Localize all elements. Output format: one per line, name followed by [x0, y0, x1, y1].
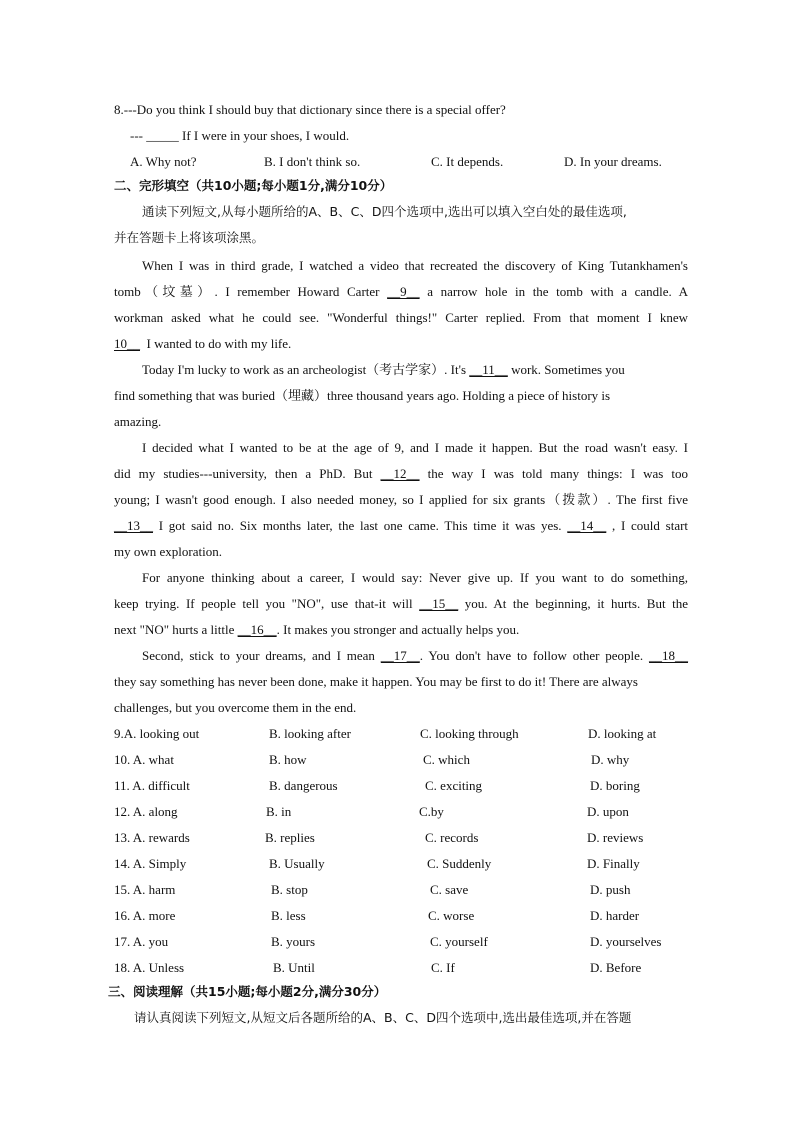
choice-11-d: D. boring [590, 778, 640, 793]
passage-p5-line1: Second, stick to your dreams, and I mean __17__. You don't have to follow other people. __18__ [142, 648, 689, 663]
passage-p2-line1: Today I'm lucky to work as an archeologist（考古学家）. It's __11__ work. Sometimes you [142, 362, 625, 377]
q8-option-d: D. In your dreams. [564, 154, 662, 169]
blank-15: __15__ [419, 596, 459, 611]
choice-10-b: B. how [269, 752, 307, 767]
passage-p3-line4: __13__ I got said no. Six months later, the last one came. This time it was yes. __14__ , I could start [114, 518, 689, 533]
blank-18: __18__ [649, 648, 689, 663]
choice-10-c: C. which [423, 752, 470, 767]
passage-p1-line2: tomb（坟墓）. I remember Howard Carter __9__ a narrow hole in the tomb with a candle. A [114, 284, 689, 299]
choice-11-b: B. dangerous [269, 778, 338, 793]
choice-17-d: D. yourselves [590, 934, 662, 949]
choice-16-c: C. worse [428, 908, 475, 923]
choice-9-c: C. looking through [420, 726, 519, 741]
passage-p1-line4: 10__ I wanted to do with my life. [114, 336, 292, 351]
passage-p2-line2: find something that was buried（埋藏）three thousand years ago. Holding a piece of history is [114, 388, 611, 403]
choice-11-a: 11. A. difficult [114, 778, 190, 793]
choice-12-c: C.by [419, 804, 444, 819]
choice-14-d: D. Finally [587, 856, 640, 871]
choice-14-b: B. Usually [269, 856, 325, 871]
choice-10-a: 10. A. what [114, 752, 174, 767]
choice-15-b: B. stop [271, 882, 308, 897]
passage-p1-line3: workman asked what he could see. "Wonderful things!" Carter replied. From that moment I knew [114, 310, 688, 325]
q8-option-c: C. It depends. [431, 154, 504, 169]
passage-p3-line1: I decided what I wanted to be at the age of 9, and I made it happen. But the road wasn't easy. I [142, 440, 688, 455]
choice-13-b: B. replies [265, 830, 315, 845]
choice-16-b: B. less [271, 908, 306, 923]
choice-18-a: 18. A. Unless [114, 960, 185, 975]
section2-heading: 二、完形填空（共10小题;每小题1分,满分10分） [114, 178, 393, 193]
passage-p4-line2: keep trying. If people tell you "NO", use that-it will __15__ you. At the beginning, it hurts. But the [114, 596, 689, 611]
choice-18-d: D. Before [590, 960, 642, 975]
choice-10-d: D. why [591, 752, 630, 767]
q8-option-a: A. Why not? [130, 154, 197, 169]
choice-14-a: 14. A. Simply [114, 856, 187, 871]
blank-12: __12__ [380, 466, 420, 481]
blank-13: __13__ [114, 518, 153, 533]
choice-15-a: 15. A. harm [114, 882, 176, 897]
blank-16: __16__ [237, 622, 277, 637]
choice-16-d: D. harder [590, 908, 640, 923]
blank-14: __14__ [567, 518, 607, 533]
blank-17: __17__ [380, 648, 420, 663]
blank-11: __11__ [469, 362, 508, 377]
passage-p1-line1: When I was in third grade, I watched a video that recreated the discovery of King Tutankhamen's [142, 258, 688, 273]
section3-heading: 三、阅读理解（共15小题;每小题2分,满分30分） [108, 984, 387, 999]
choice-17-b: B. yours [271, 934, 316, 949]
section2-instruction-line1: 通读下列短文,从每小题所给的A、B、C、D四个选项中,选出可以填入空白处的最佳选项, [142, 204, 627, 219]
choice-17-c: C. yourself [430, 934, 488, 949]
choice-15-c: C. save [430, 882, 469, 897]
choice-12-a: 12. A. along [114, 804, 178, 819]
choice-13-d: D. reviews [587, 830, 644, 845]
choice-18-b: B. Until [273, 960, 315, 975]
passage-p3-line2: did my studies---university, then a PhD. But __12__ the way I was told many things: I was too [114, 466, 689, 481]
blank-10: 10__ [114, 336, 140, 351]
choice-12-d: D. upon [587, 804, 629, 819]
choice-18-c: C. If [431, 960, 455, 975]
choice-11-c: C. exciting [425, 778, 483, 793]
passage-p4-line3: next "NO" hurts a little __16__. It makes you stronger and actually helps you. [114, 622, 520, 637]
choice-16-a: 16. A. more [114, 908, 176, 923]
q8-question: 8.---Do you think I should buy that dictionary since there is a special offer? [114, 102, 506, 117]
passage-p3-line3: young; I wasn't good enough. I also needed money, so I applied for six grants（拨款）. The first five [114, 492, 688, 507]
section3-instruction-line1: 请认真阅读下列短文,从短文后各题所给的A、B、C、D四个选项中,选出最佳选项,并在答题 [134, 1010, 632, 1025]
choice-9-d: D. looking at [588, 726, 657, 741]
passage-p5-line2: they say something has never been done, make it happen. You may be first to do it! There are always [114, 674, 638, 689]
passage-p5-line3: challenges, but you overcome them in the end. [114, 700, 357, 715]
choice-9-b: B. looking after [269, 726, 351, 741]
choice-9-a: 9.A. looking out [114, 726, 200, 741]
choice-14-c: C. Suddenly [427, 856, 492, 871]
choice-13-c: C. records [425, 830, 479, 845]
choice-15-d: D. push [590, 882, 631, 897]
choice-17-a: 17. A. you [114, 934, 169, 949]
choice-12-b: B. in [266, 804, 292, 819]
section2-instruction-line2: 并在答题卡上将该项涂黑。 [114, 230, 265, 245]
q8-option-b: B. I don't think so. [264, 154, 361, 169]
choice-13-a: 13. A. rewards [114, 830, 190, 845]
passage-p4-line1: For anyone thinking about a career, I would say: Never give up. If you want to do something, [142, 570, 688, 585]
q8-response: --- _____ If I were in your shoes, I would. [130, 128, 350, 143]
passage-p3-line5: my own exploration. [114, 544, 222, 559]
passage-p2-line3: amazing. [114, 414, 162, 429]
blank-9: __9__ [387, 284, 420, 299]
